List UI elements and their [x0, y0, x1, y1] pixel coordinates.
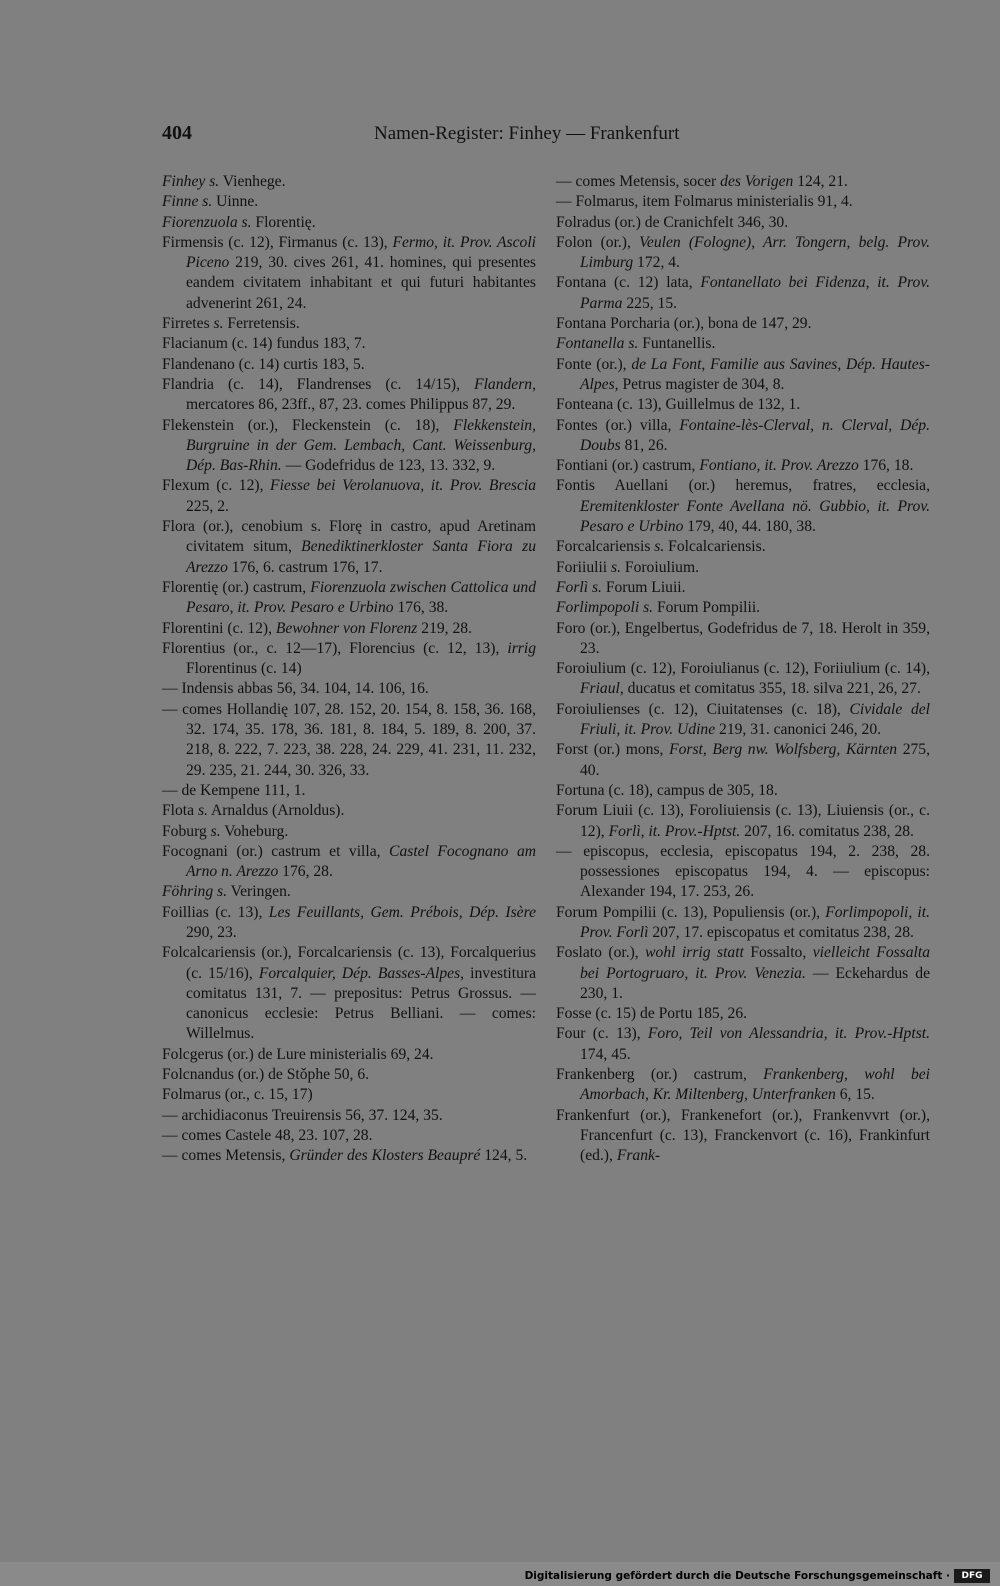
index-entry: Folcnandus (or.) de Stǒphe 50, 6.	[162, 1066, 370, 1084]
index-entry: Flota s. Arnaldus (Arnoldus).	[162, 802, 345, 820]
index-entry: — Indensis abbas 56, 34. 104, 14. 106, 16.	[162, 680, 429, 698]
index-entry: Fortuna (c. 18), campus de 305, 18.	[556, 781, 778, 799]
index-entry: Focognani (or.) castrum et villa, Castel Focognano am Arno n. Arezzo 176, 28.	[162, 842, 537, 881]
index-entry: Fontanella s. Funtanellis.	[556, 335, 716, 353]
index-entry: Fonteana (c. 13), Guillelmus de 132, 1.	[556, 396, 801, 414]
index-entry: Flandenano (c. 14) curtis 183, 5.	[162, 355, 365, 373]
index-entry: Fosse (c. 15) de Portu 185, 26.	[556, 1005, 748, 1023]
dfg-logo: DFG	[954, 1569, 990, 1583]
index-entry: Forum Pompilii (c. 13), Populiensis (or.), Forlimpopoli, it. Prov. Forlì 207, 17. episcopatus et comitatus 238, 28.	[556, 903, 930, 941]
index-entry: — archidiaconus Treuirensis 56, 37. 124, 35.	[162, 1106, 443, 1124]
index-entry: Florentię (or.) castrum, Fiorenzuola zwischen Cattolica und Pesaro, it. Prov. Pesaro e Urbino 176, 38.	[162, 578, 537, 617]
index-entry: — comes Metensis, Gründer des Klosters Beaupré 124, 5.	[162, 1147, 528, 1165]
index-entry: Flexum (c. 12), Fiesse bei Verolanuova, it. Prov. Brescia 225, 2.	[162, 477, 536, 515]
right-column	[556, 172, 930, 1167]
index-entry: Folcalcariensis (or.), Forcalcariensis (c. 13), Forcalquerius (c. 15/16), Forcalquier, Dép. Basses-Alpes, investitura comitatus 131, 7. — prepositus: Petrus Grossus. — canonicus ecclesie: Petrus Belliani. — comes: Willelmus.	[162, 944, 537, 1043]
index-entry: Foburg s. Voheburg.	[162, 822, 289, 840]
index-entry: Frankenberg (or.) castrum, Frankenberg, wohl bei Amorbach, Kr. Miltenberg, Unterfranken 6, 15.	[556, 1066, 930, 1104]
index-entry: Foroiulienses (c. 12), Ciuitatenses (c. 18), Cividale del Friuli, it. Prov. Udine 219, 31. canonici 246, 20.	[556, 700, 930, 739]
index-entry: Folcgerus (or.) de Lure ministerialis 69, 24.	[162, 1045, 434, 1063]
left-column	[162, 172, 536, 1167]
index-entry: Folon (or.), Veulen (Fologne), Arr. Tongern, belg. Prov. Limburg 172, 4.	[556, 233, 930, 272]
index-entry: Fonte (or.), de La Font, Familie aus Savines, Dép. Hautes-Alpes, Petrus magister de 304, 8.	[556, 355, 930, 393]
index-entry: Forum Liuii (c. 13), Foroliuiensis (c. 13), Liuiensis (or., c. 12), Forlì, it. Prov.-Hptst. 207, 16. comitatus 238, 28.	[556, 802, 930, 840]
index-entry: Fontes (or.) villa, Fontaine-lès-Clerval, n. Clerval, Dép. Doubs 81, 26.	[556, 416, 930, 454]
index-entry: Forcalcariensis s. Folcalcariensis.	[556, 538, 766, 556]
index-entry: Fontana Porcharia (or.), bona de 147, 29.	[556, 315, 812, 333]
index-entry: Foroiulium (c. 12), Foroiulianus (c. 12), Foriiulium (c. 14), Friaul, ducatus et comitatus 355, 18. silva 221, 26, 27.	[556, 660, 930, 698]
index-entry: Flandria (c. 14), Flandrenses (c. 14/15), Flandern, mercatores 86, 23ff., 87, 23. comes Philippus 87, 29.	[162, 375, 536, 414]
index-entry: Foriiulii s. Foroiulium.	[556, 558, 699, 576]
index-entry: Finne s. Uinne.	[162, 193, 259, 211]
page-header	[162, 122, 710, 150]
funding-note: Digitalisierung gefördert durch die Deutsche Forschungsgemeinschaft ·	[524, 1570, 950, 1582]
index-entry: — comes Castele 48, 23. 107, 28.	[162, 1126, 373, 1144]
index-entry: — comes Hollandię 107, 28. 152, 20. 154, 8. 158, 36. 168, 32. 174, 35. 178, 36. 181, 8. 184, 5. 189, 8. 200, 37. 218, 8. 222, 7. 223, 38. 228, 24. 229, 41. 231, 11. 232, 29. 235, 21. 244, 30. 326, 33.	[162, 700, 536, 779]
index-entry: Folmarus (or., c. 15, 17)	[162, 1086, 313, 1104]
index-entry: Fontana (c. 12) lata, Fontanellato bei Fidenza, it. Prov. Parma 225, 15.	[556, 274, 930, 312]
index-entry: — de Kempene 111, 1.	[162, 781, 306, 799]
index-entry: Flacianum (c. 14) fundus 183, 7.	[162, 335, 366, 353]
index-entry: Four (c. 13), Foro, Teil von Alessandria, it. Prov.-Hptst. 174, 45.	[556, 1025, 930, 1063]
index-entry: Forlì s. Forum Liuii.	[556, 578, 686, 596]
index-entry: Foslato (or.), wohl irrig statt Fossalto, vielleicht Fossalta bei Portogruaro, it. Prov. Venezia. — Eckehardus de 230, 1.	[556, 944, 931, 1002]
index-entry: Foillias (c. 13), Les Feuillants, Gem. Prébois, Dép. Isère 290, 23.	[162, 903, 536, 941]
index-entry: — comes Metensis, socer des Vorigen 124, 21.	[556, 173, 848, 190]
index-entry: Forlimpopoli s. Forum Pompilii.	[556, 599, 761, 617]
index-entry: Florentini (c. 12), Bewohner von Florenz 219, 28.	[162, 619, 472, 637]
index-entry: Firmensis (c. 12), Firmanus (c. 13), Fermo, it. Prov. Ascoli Piceno 219, 30. cives 261, 41. homines, qui presentes eandem civitatem inhabitant et qui futuri habitantes advenerint 261, 24.	[162, 233, 536, 312]
footer-band	[0, 1562, 1000, 1586]
running-title: Namen-Register: Finhey — Frankenfurt	[374, 123, 680, 144]
index-entry: Frankenfurt (or.), Frankenefort (or.), Frankenvvrt (or.), Francenfurt (c. 13), Franckenvort (c. 16), Frankinfurt (ed.), Frank-	[556, 1106, 930, 1165]
index-entry: Finhey s. Vienhege.	[162, 173, 286, 190]
index-entry: Fontis Auellani (or.) heremus, fratres, ecclesia, Eremitenkloster Fonte Avellana nö. Gubbio, it. Prov. Pesaro e Urbino 179, 40, 44. 180, 38.	[556, 477, 930, 536]
index-entry: Firretes s. Ferretensis.	[162, 315, 300, 333]
index-entry: Fontiani (or.) castrum, Fontiano, it. Prov. Arezzo 176, 18.	[556, 457, 914, 475]
index-entry: Folradus (or.) de Cranichfelt 346, 30.	[556, 213, 789, 231]
index-entry: Foro (or.), Engelbertus, Godefridus de 7, 18. Herolt in 359, 23.	[556, 619, 930, 657]
index-entry: Flekenstein (or.), Fleckenstein (c. 18), Flekkenstein, Burgruine in der Gem. Lembach, Cant. Weissenburg, Dép. Bas-Rhin. — Godefridus de 123, 13. 332, 9.	[162, 416, 536, 475]
page-number: 404	[162, 122, 192, 144]
index-entry: Flora (or.), cenobium s. Florę in castro, apud Aretinam civitatem situm, Benediktinerkloster Santa Fiora zu Arezzo 176, 6. castrum 176, 17.	[162, 518, 536, 576]
index-entry: Florentius (or., c. 12—17), Florencius (c. 12, 13), irrig Florentinus (c. 14)	[162, 639, 536, 678]
index-entry: Föhring s. Veringen.	[162, 883, 291, 901]
index-entry: — episcopus, ecclesia, episcopatus 194, 2. 238, 28. possessiones episcopatus 194, 4. — episcopus: Alexander 194, 17. 253, 26.	[556, 842, 930, 901]
index-entry: Fiorenzuola s. Florentię.	[162, 213, 316, 231]
index-entry: — Folmarus, item Folmarus ministerialis 91, 4.	[556, 193, 853, 211]
index-entry: Forst (or.) mons, Forst, Berg nw. Wolfsberg, Kärnten 275, 40.	[556, 741, 930, 779]
